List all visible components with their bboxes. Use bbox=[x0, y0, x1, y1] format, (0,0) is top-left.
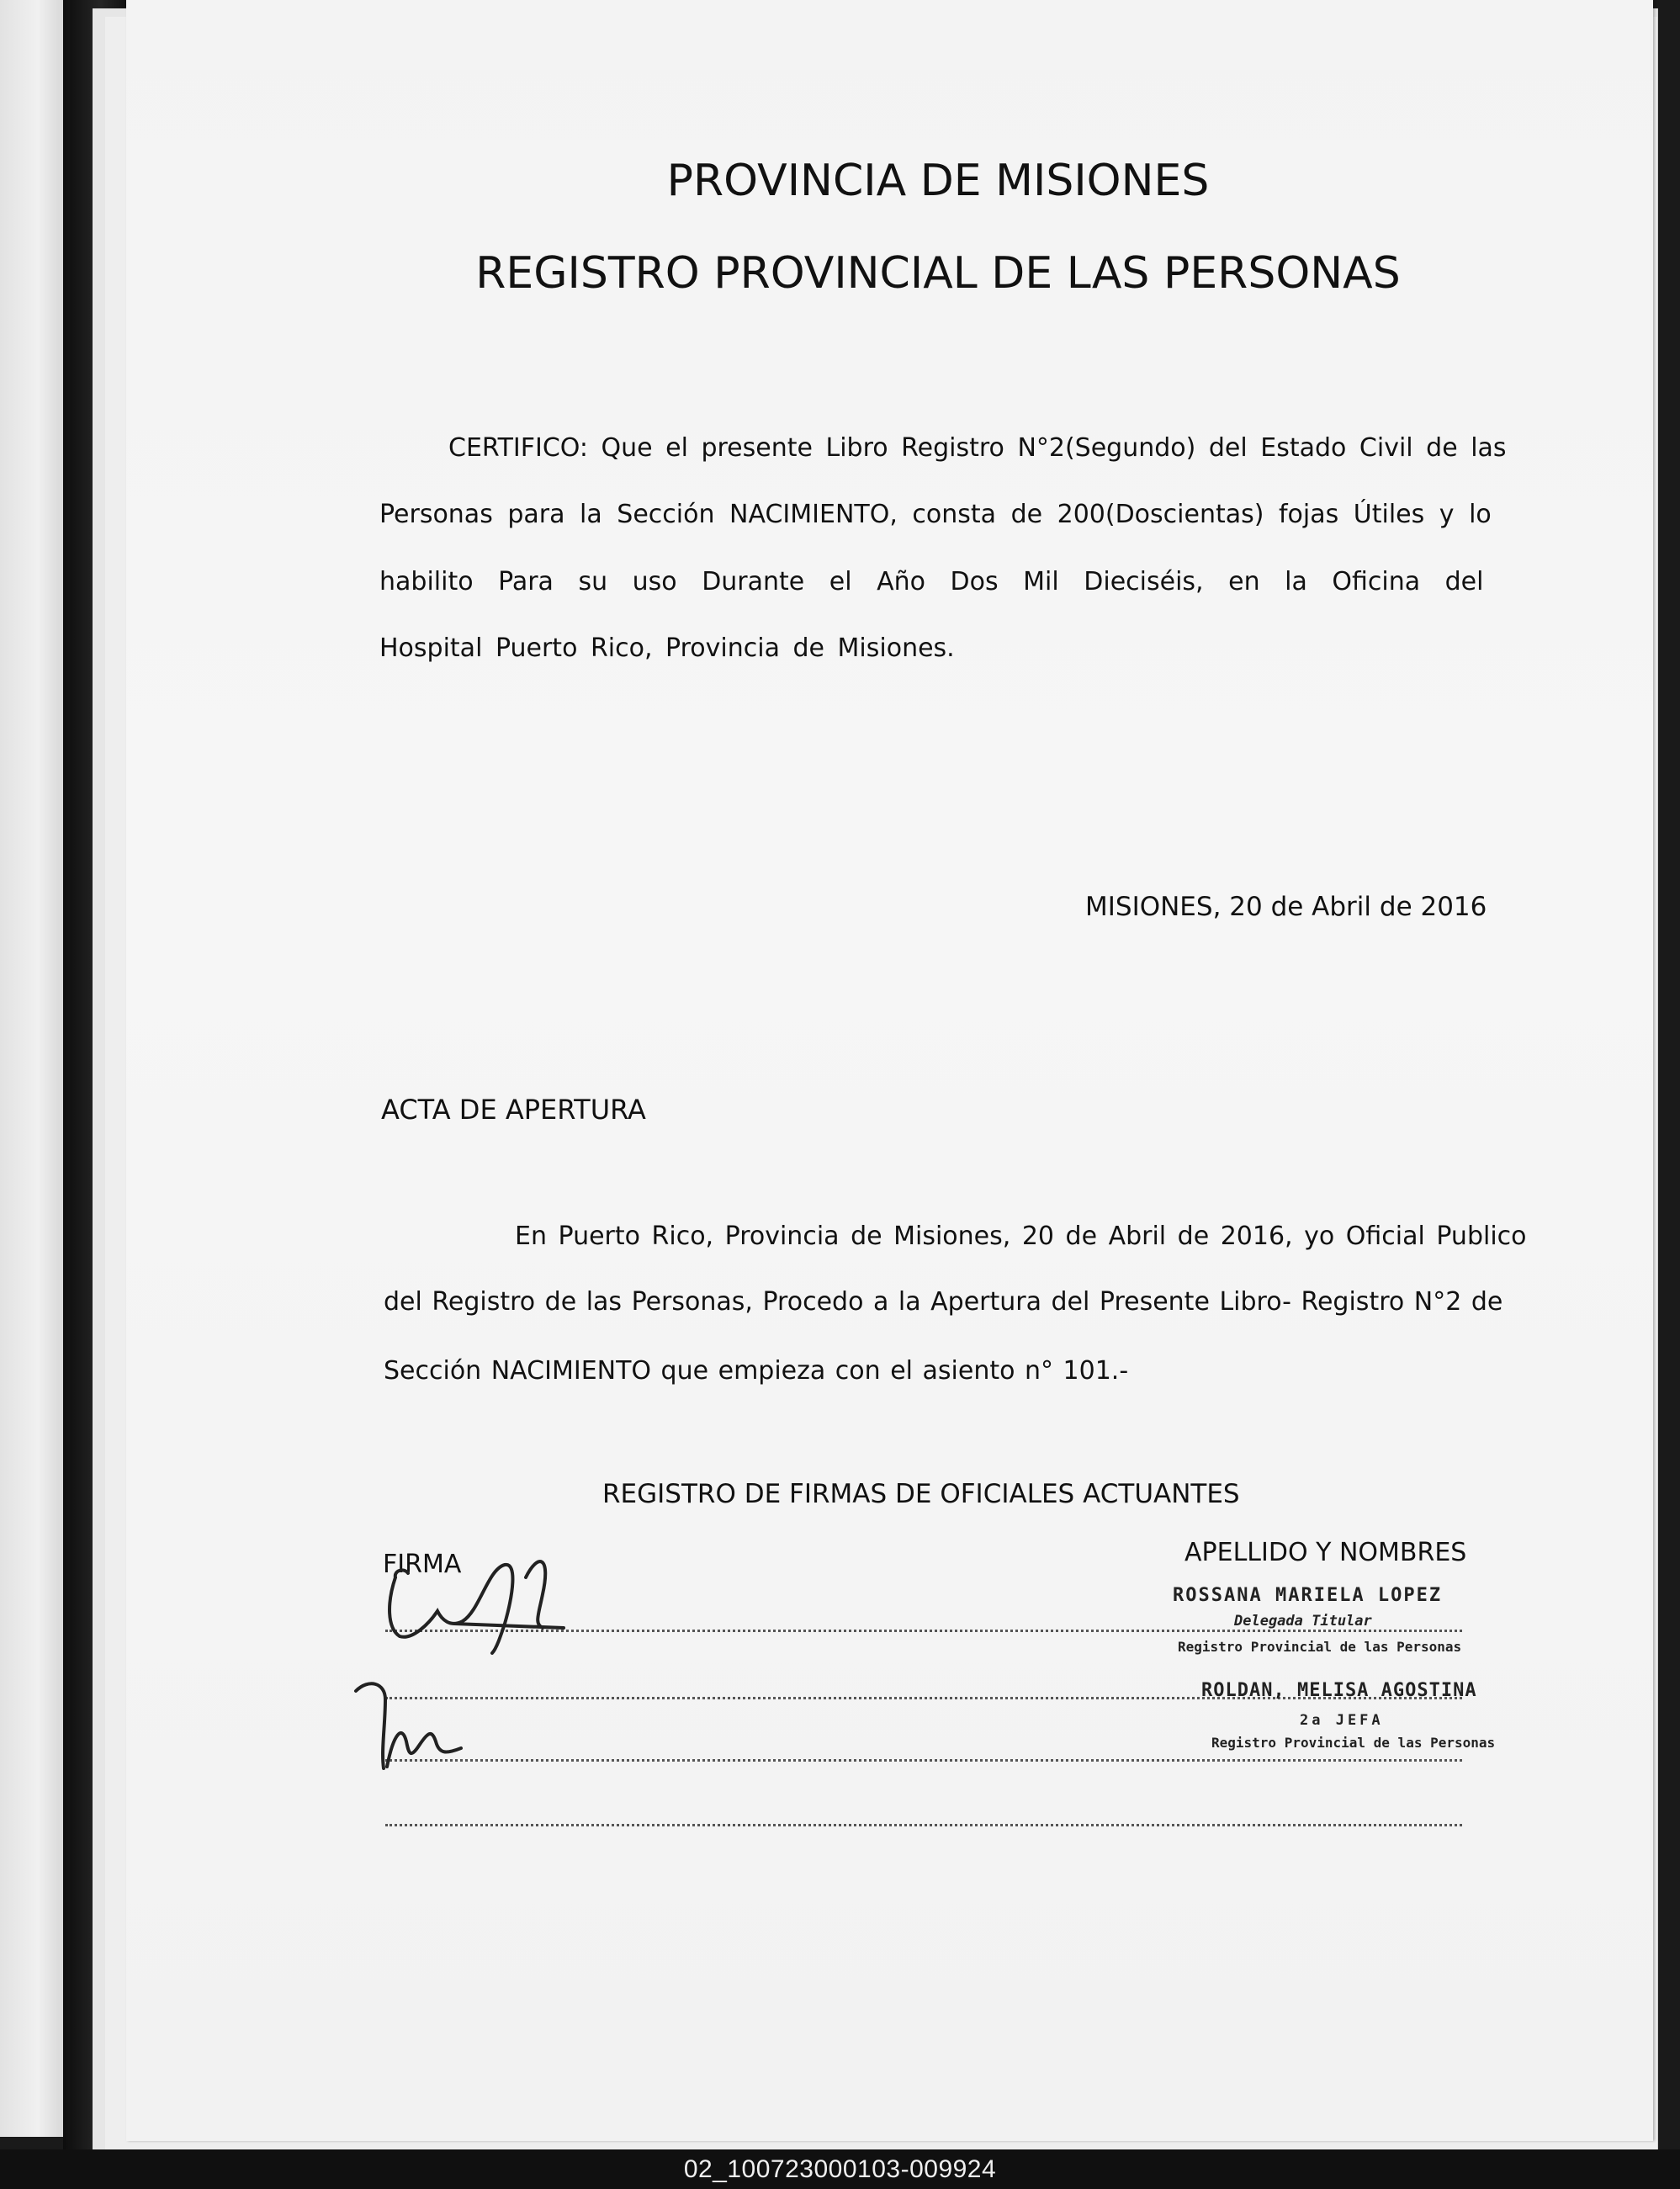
scan-id-bar bbox=[0, 2149, 1680, 2189]
heading-registry: REGISTRO PROVINCIAL DE LAS PERSONAS bbox=[475, 248, 1401, 299]
stamp-office: Registro Provincial de las Personas bbox=[1178, 1639, 1462, 1655]
place-date: MISIONES, 20 de Abril de 2016 bbox=[1085, 892, 1487, 922]
certificate-line: Personas para la Sección NACIMIENTO, consta de 200(Doscientas) fojas Útiles y lo bbox=[379, 500, 1492, 529]
stamp-name: ROLDAN, MELISA AGOSTINA bbox=[1201, 1680, 1477, 1701]
heading-province: PROVINCIA DE MISIONES bbox=[666, 156, 1210, 206]
certificate-line: CERTIFICO: Que el presente Libro Registro N°2(Segundo) del Estado Civil de las bbox=[448, 433, 1507, 463]
acta-title: ACTA DE APERTURA bbox=[381, 1094, 646, 1126]
certificate-line: habilito Para su uso Durante el Año Dos Mil Dieciséis, en la Oficina del bbox=[379, 567, 1484, 596]
column-firma: FIRMA bbox=[383, 1550, 462, 1579]
handwritten-signature bbox=[370, 1544, 572, 1662]
handwritten-signature bbox=[352, 1674, 495, 1779]
stamp-name: ROSSANA MARIELA LOPEZ bbox=[1173, 1585, 1443, 1606]
signature-line bbox=[385, 1759, 1462, 1762]
scan-id: 02_100723000103-009924 bbox=[683, 2155, 997, 2183]
certificate-line: Hospital Puerto Rico, Provincia de Misiones. bbox=[379, 633, 955, 663]
acta-line: En Puerto Rico, Provincia de Misiones, 20 de Abril de 2016, yo Oficial Publico bbox=[515, 1222, 1527, 1251]
stamp-role: 2a JEFA bbox=[1300, 1712, 1384, 1729]
stamp-office: Registro Provincial de las Personas bbox=[1211, 1735, 1496, 1751]
acta-line: del Registro de las Personas, Procedo a la Apertura del Presente Libro- Registro N°2 de bbox=[384, 1287, 1503, 1317]
adjacent-page bbox=[0, 0, 63, 2137]
signature-line bbox=[385, 1824, 1462, 1826]
signatures-title: REGISTRO DE FIRMAS DE OFICIALES ACTUANTES bbox=[602, 1479, 1240, 1509]
stamp-role: Delegada Titular bbox=[1234, 1613, 1372, 1630]
column-names: APELLIDO Y NOMBRES bbox=[1184, 1538, 1467, 1567]
document-page bbox=[126, 0, 1653, 2141]
acta-line: Sección NACIMIENTO que empieza con el asiento n° 101.- bbox=[384, 1356, 1129, 1386]
